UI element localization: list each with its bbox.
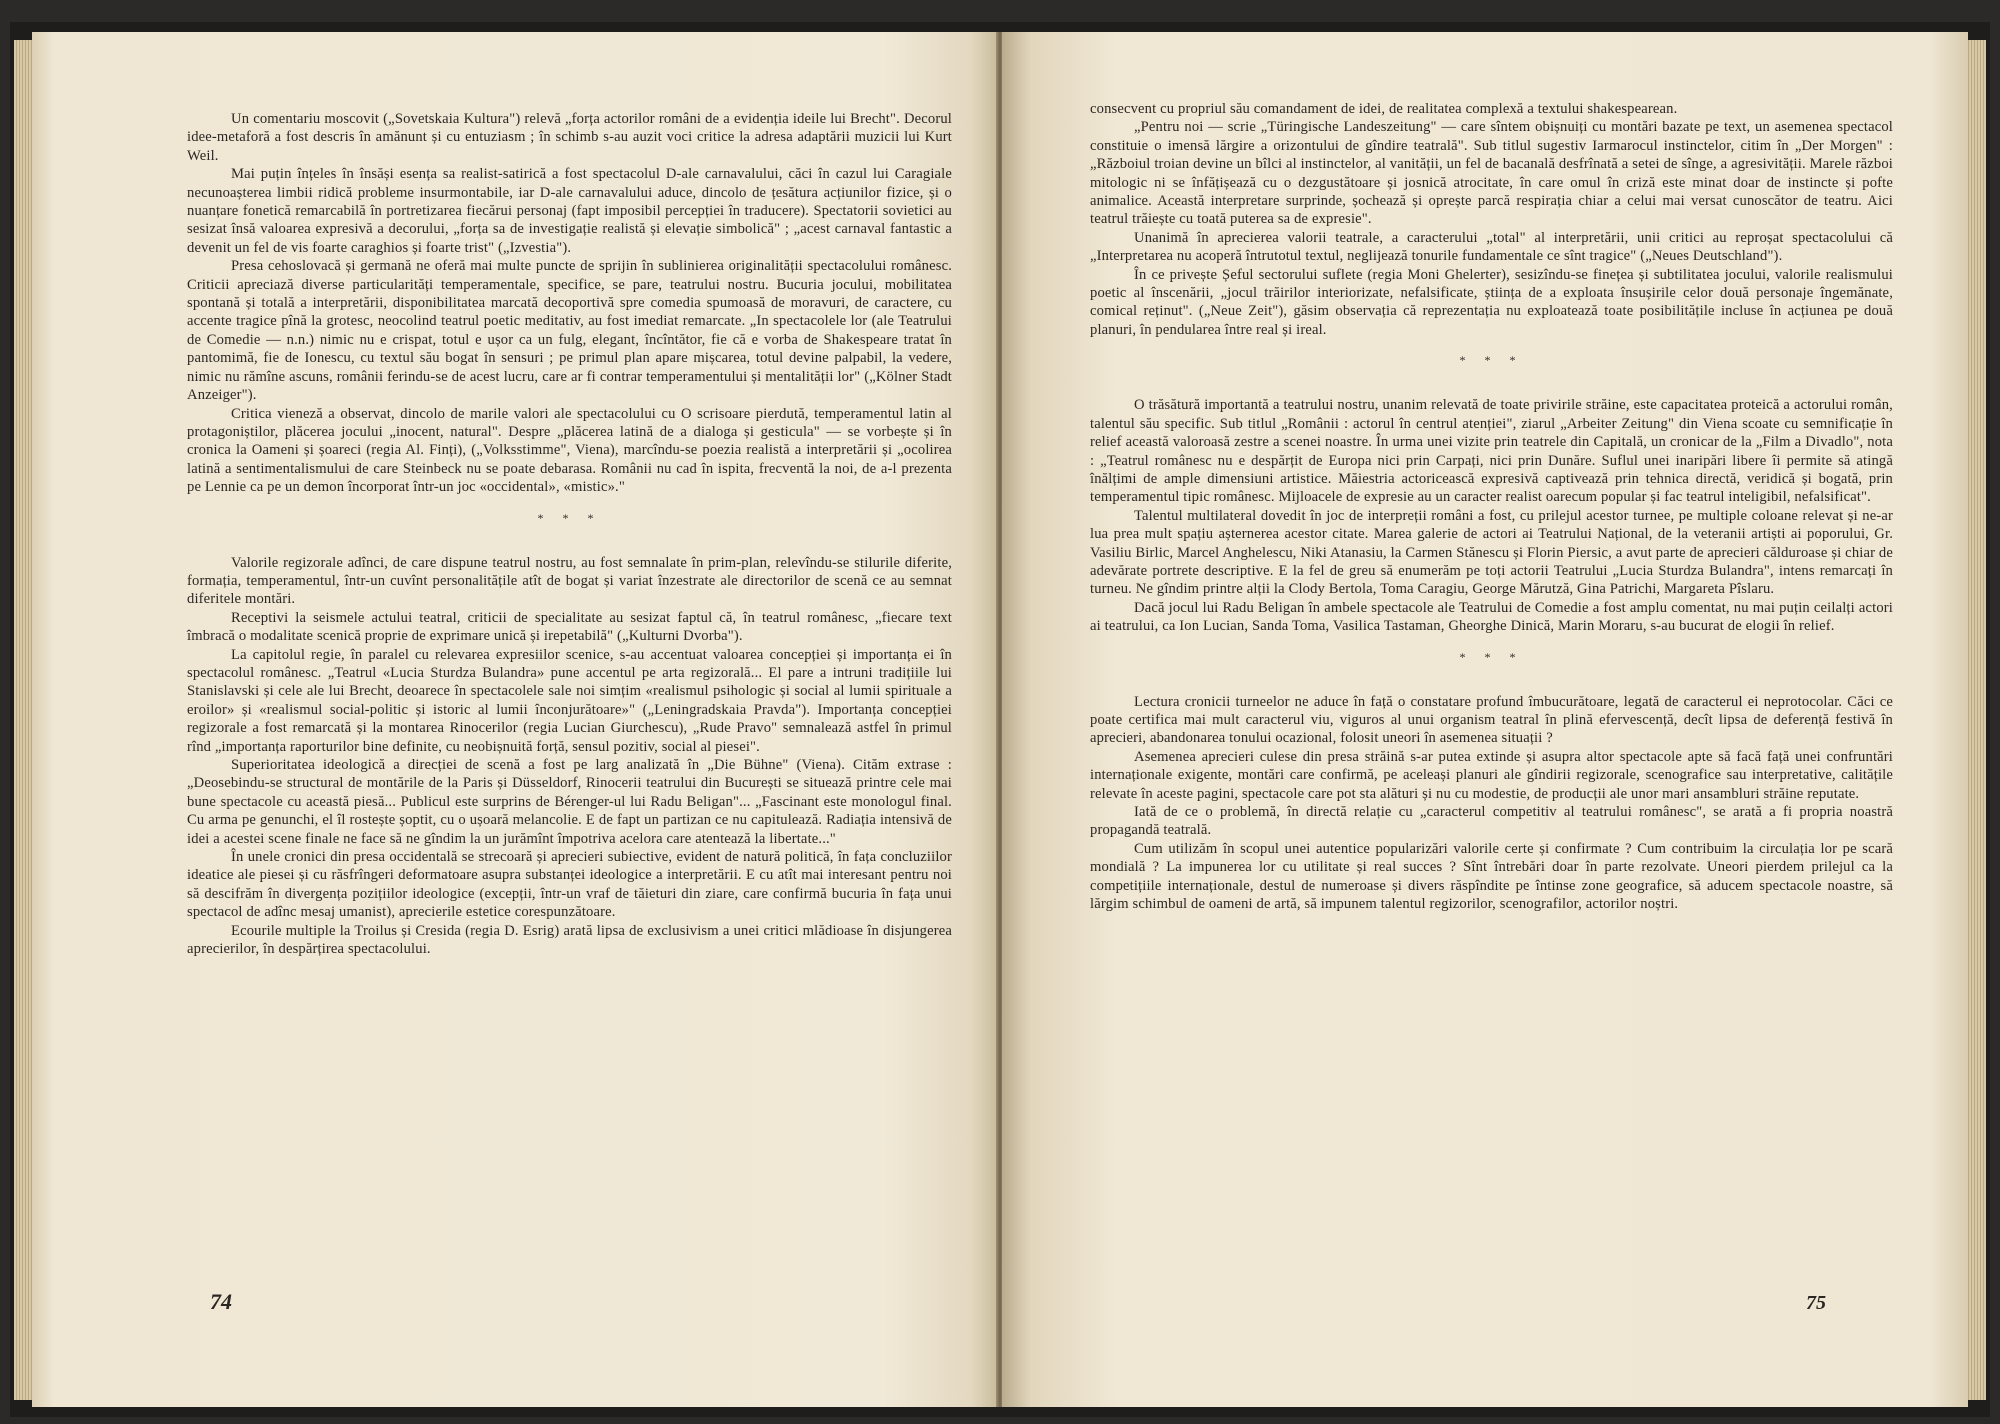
page-number: 75 <box>1806 1292 1826 1314</box>
page-number: 74 <box>210 1289 232 1314</box>
paragraph: Dacă jocul lui Radu Beligan în ambele spectacole ale Teatrului de Comedie a fost amplu comentat, nu mai puțin ceilalți actori ai teatrului, ca Ion Lucian, Sanda Toma, Vasilica Tastaman, Gheorghe Dinică, Marin Moraru, s-au bucurat de elogii în relief. <box>1090 599 1893 635</box>
paragraph: Presa cehoslovacă și germană ne oferă mai multe puncte de sprijin în sublinierea originalității spectacolului românesc. Criticii apreciază diverse particularități temperamentale, specifice, se pare, teatrului nostru. Bucuria jocului, mobilitatea spontană și totală a interpretării, disponibilitatea marcată decoportivă spre comedia spumoasă de moravuri, de caractere, cu accente tragice pînă la grotesc, neocolind teatrul poetic meditativ, au fost imediat remarcate. „In spectacolele lor (ale Teatrului de Comedie — n.n.) nimic nu e crispat, totul e ușor ca un fulg, elegant, încîntător, fie că e vorba de Shakespeare tratat în pantomimă, fie de Ionescu, cu textul său bogat în sensuri ; pe primul plan apare mișcarea, totul devine palpabil, la vedere, nimic nu rămîne ascuns, românii ferindu-se de acest lucru, care ar fi contrar temperamentului și mentalității lor" („Kölner Stadt Anzeiger"). <box>187 258 952 404</box>
right-section-3 <box>1090 693 1893 914</box>
paragraph: „Pentru noi — scrie „Türingische Landeszeitung" — care sîntem obișnuiți cu montări bazate pe text, un asemenea spectacol constituie o imensă lărgire a orizontului de gîndire teatrală". Sub titlul sugestiv Iarmarocul instinctelor, citim în „Der Morgen" : „Războiul troian devine un bîlci al instinctelor, al vanității, un fel de bacanală desfrînată a setei de sînge, a agresivității. Marele război mitologic ni se înfățișează cu o dezgustătoare și josnică atrocitate, în care omul în criză este minat doar de instincte și pofte animalice. Această interpretare surprinde, șochează și oprește parcă respirația chiar a celui mai versat cunoscător de teatru. Aici teatrul trăiește cu toată puterea sa de expresie". <box>1090 119 1893 228</box>
book-spread <box>10 22 1990 1417</box>
section-divider: * * * <box>537 510 602 525</box>
paragraph: Cum utilizăm în scopul unei autentice popularizări valorile certe și confirmate ? Cum contribuim la circulația lor pe scară mondială ? La impunerea lor cu utilitate și real succes ? Sînt întrebări doar în parte rezolvate. Uneori pierdem prilejul ca la competițiile internaționale, destul de numeroase și divers răspîndite pe întinse zone geografice, să aducem spectacole noastre, să lărgim schimbul de oameni de artă, să impunem talentul regizorilor, scenografilor, actorilor noștri. <box>1090 840 1893 913</box>
paragraph: Un comentariu moscovit („Sovetskaia Kultura") relevă „forța actorilor români de a evidenția ideile lui Brecht". Decorul idee-metaforă a fost descris în amănunt și cu entuziasm ; în schimb s-au auzit voci critice la adresa adaptării muzicii lui Kurt Weil. <box>187 111 952 164</box>
paragraph: În unele cronici din presa occidentală se strecoară și aprecieri subiective, evident de natură politică, în fața concluziilor ideatice ale piesei și cu răsfrîngeri deformatoare asupra substanței ideologice a interpretării. E cu atît mai interesant pentru noi să descifrăm în divergența pozițiilor ideologice (excepții, într-un vraf de tăieturi din ziare, care confirmă bucuria în fața unui spectacol de adînc mesaj umanist), aprecierile estetice corespunzătoare. <box>187 849 952 921</box>
right-page <box>1002 32 1968 1407</box>
paragraph: consecvent cu propriul său comandament de idei, de realitatea complexă a textului shakespearean. <box>1090 101 1678 117</box>
paragraph: La capitolul regie, în paralel cu relevarea expresiilor scenice, s-au accentuat valoarea concepției și importanța ei în spectacolul românesc. „Teatrul «Lucia Sturdza Bulandra» pune accentul pe arta regizorală... El pare a intruni tradițiile lui Stanislavski și cele ale lui Brecht, deoarece în spectacolele sale noi simțim «realismul psihologic și social al lumii spirituale a eroilor» și «realismul social-politic și istoric al lumii înconjurătoare»" („Leningradskaia Pravda"). Importanța concepției regizorale a fost remarcată și la montarea Rinocerilor (regia Lucian Giurchescu), „Rude Pravo" semnalează astfel în primul rînd „importanța raporturilor bine definite, cu neobișnuită forță, sensul pozitiv, social al piesei". <box>187 646 952 755</box>
page-edges-right <box>1968 40 1986 1400</box>
left-section-2 <box>187 554 952 959</box>
paragraph: Critica vieneză a observat, dincolo de marile valori ale spectacolului cu O scrisoare pierdută, temperamentul latin al protagoniștilor, plăcerea jocului „inocent, natural". Despre „plăcerea latină de a dialoga și gesticula" — se vorbește și în cronica la Oameni și șoareci (regia Al. Finți), („Volksstimme", Viena), marcîndu-se poezia realistă a interpretării și „ocolirea latină a sentimentalismului de care Steinbeck nu se poate debarasa. Românii nu cad în ispita, frecventă la noi, de a-l prezenta pe Lennie ca pe un demon încorporat într-un joc «occidental», «mistic»." <box>187 405 952 496</box>
paragraph: Ecourile multiple la Troilus și Cresida (regia D. Esrig) arată lipsa de exclusivism a unei critici mlădioase în disjungerea aprecierilor, în despărțirea spectacolului. <box>187 922 952 958</box>
paragraph: În ce privește Șeful sectorului suflete (regia Moni Ghelerter), sesizîndu-se finețea și subtilitatea jocului, valorile realismului poetic al înscenării, „jocul trăirilor interiorizate, nefalsificate, știința de a exploata însușirile celor două personaje îngemănate, comical reținut". („Neue Zeit"), găsim observația că reprezentația nu exploatează toate posibilitățile incluse în acțiunea pe două planuri, în pendularea între real și ireal. <box>1090 266 1893 338</box>
paragraph: Lectura cronicii turneelor ne aduce în față o constatare profund îmbucurătoare, legată de caracterul ei neprotocolar. Căci ce poate certifica mai mult caracterul viu, viguros al unui organism teatral în plină efervescență, decît lipsa de deferență festivă în aprecieri, abandonarea tonului ocazional, folosit uneori în asemenea situații ? <box>1090 693 1893 747</box>
paragraph: Unanimă în aprecierea valorii teatrale, a caracterului „total" al interpretării, unii critici au reproșat spectacolului că „Interpretarea nu acoperă întrutotul textul, neglijează tonurile fundamentale ce sînt tragice" („Neues Deutschland"). <box>1090 229 1893 265</box>
right-section-1 <box>1090 100 1893 339</box>
section-divider: * * * <box>1459 649 1524 664</box>
paragraph: Talentul multilateral dovedit în joc de interpreții români a fost, cu prilejul acestor turnee, pe multiple coloane relevat și ne-ar lua prea mult spațiu așternerea acestor citate. Marea galerie de actori ai Teatrului Național, de la veteranii artiști ai poporului, Gr. Vasiliu Birlic, Marcel Anghelescu, Niki Atanasiu, la Carmen Stănescu și Florin Piersic, a avut parte de aprecieri călduroase și chiar de adevărate portrete descriptive. E la fel de greu să enumerăm pe toți actorii Teatrului „Lucia Sturdza Bulandra", intens remarcați în turneu. Ne gîndim printre alții la Clody Bertola, Toma Caragiu, George Mărutză, Gina Patrichi, Margareta Pîslaru. <box>1090 507 1893 598</box>
page-edges-left <box>14 40 32 1400</box>
paragraph: Asemenea aprecieri culese din presa străină s-ar putea extinde și asupra altor spectacole apte să facă față unei confruntări internaționale exigente, montări care confirmă, pe aceleași planuri ale gîndirii regizorale, scenografice sau interpretative, calitățile relevate în aceste pagini, spectacole care pot sta alături și nu cu modestie, de producții ale unor mari ansambluri străine reputate. <box>1090 748 1893 802</box>
section-divider: * * * <box>1459 353 1524 368</box>
paragraph: Iată de ce o problemă, în directă relație cu „caracterul competitiv al teatrului românesc", se arată a fi propria noastră propagandă teatrală. <box>1090 804 1893 839</box>
left-page <box>32 32 1000 1407</box>
left-section-1 <box>187 110 952 497</box>
paragraph: O trăsătură importantă a teatrului nostru, unanim relevată de toate privirile străine, este capacitatea proteică a actorului român, talentul său specific. Sub titlul „Românii : actorul în centrul atenției", ziarul „Arbeiter Zeitung" din Viena scoate cu semnificație în relief această valoroasă zestre a scenei noastre. În urma unei vizite prin teatrele din Capitală, un cronicar de la „Film a Divadlo", nota : „Teatrul românesc nu e despărțit de Europa nici prin Carpați, nici prin Dunăre. Suflul unei inaripări libere îi permite să atingă înălțimi de ample dimensiuni artistice. Măiestria actoricească expresivă captivează prin tehnica directă, veridică și bogată, prin temperamentul tipic românesc. Mijloacele de expresie au un caracter realist oarecum popular și fac teatrul inteligibil, nefalsificat". <box>1090 397 1893 506</box>
paragraph: Receptivi la seismele actului teatral, criticii de specialitate au sesizat faptul că, în teatrul românesc, „fiecare text îmbracă o modalitate scenică proprie de exprimare unică și irepetabilă" („Kulturni Dvorba"). <box>187 609 952 645</box>
paragraph: Superioritatea ideologică a direcției de scenă a fost pe larg analizată în „Die Bühne" (Viena). Cităm extrase : „Deosebindu-se structural de montările de la Paris și Düsseldorf, Rinocerii teatrului din București se situează printre cele mai bune spectacole cu această piesă... Publicul este surprins de Bérenger-ul lui Radu Beligan"... „Fascinant este monologul final. Cu arma pe genunchi, el îl rostește șoptit, cu o ușoară melancolie. E de fapt un partizan ce nu capitulează. Radiația intensivă de idei a acestei scene finale ne face să ne gîndim la un jurămînt împotriva acelora care atentează la libertate..." <box>187 757 952 847</box>
paragraph: Mai puțin înțeles în însăși esența sa realist-satirică a fost spectacolul D-ale carnavalului, căci în cazul lui Caragiale necunoașterea limbii ridică probleme insurmontabile, iar D-ale carnavalului aduce, dincolo de țesătura acțiunilor fizice, și o nuanțare fonetică remarcabilă în portretizarea fiecărui personaj (fapt imposibil percepției în traducere). Spectatorii sovietici au sesizat însă valoarea expresivă a decorului, „forța sa de investigație realistă și elevație simbolică" ; „acest carnaval fantastic a devenit un fel de vis foarte caraghios și foarte trist" („Izvestia"). <box>187 166 952 256</box>
right-section-2 <box>1090 396 1893 635</box>
paragraph: Valorile regizorale adînci, de care dispune teatrul nostru, au fost semnalate în prim-plan, relevîndu-se stilurile diferite, formația, temperamentul, într-un cuvînt personalitățile atît de bogat și variat înzestrate ale directorilor de scenă ce au semnat diferitele montări. <box>187 554 952 608</box>
